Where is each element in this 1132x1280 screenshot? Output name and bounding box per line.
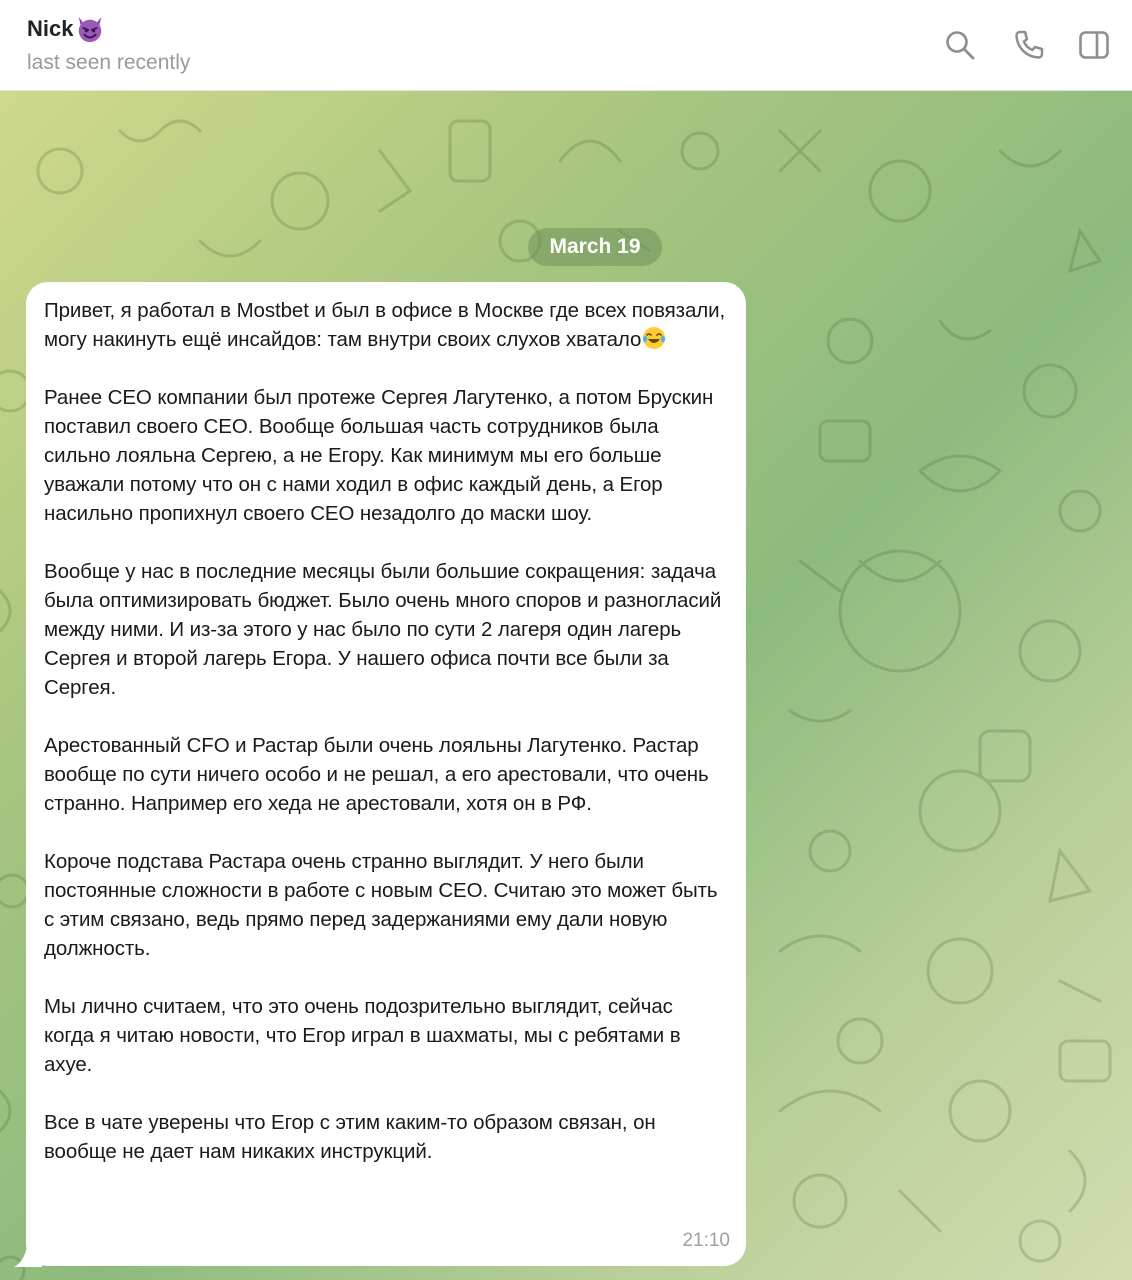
search-icon[interactable]: [943, 28, 977, 62]
date-separator: March 19: [528, 228, 662, 266]
contact-name[interactable]: [27, 14, 105, 44]
chat-header: [0, 0, 1132, 91]
message-paragraph-text: Привет, я работал в Mostbet и был в офисе в Москве где всех повязали, могу накинуть ещё инсайдов: там внутри своих слухов хватало: [44, 299, 726, 351]
sidebar-toggle-icon[interactable]: [1077, 28, 1111, 62]
smiling-devil-emoji-icon: [75, 14, 105, 44]
last-seen-status: last seen recently: [27, 51, 191, 74]
message-paragraph: [44, 296, 728, 354]
face-with-tears-of-joy-emoji-icon: [642, 326, 666, 350]
phone-icon[interactable]: [1012, 28, 1046, 62]
message-paragraph: Арестованный CFO и Растар были очень лояльны Лагутенко. Растар вообще по сути ничего особо и не решал, а его арестовали, что очень странно. Например его хеда не арестовали, хотя он в РФ.: [44, 734, 709, 815]
contact-name-text: Nick: [27, 16, 74, 41]
message-paragraph: Ранее CEO компании был протеже Сергея Лагутенко, а потом Брускин поставил своего CEO. Вообще большая часть сотрудников была сильно лояльна Сергею, а не Егору. Как минимум мы его больше уважали потому что он с нами ходил в офис каждый день, а Егор насильно пропихнул своего CEO незадолго до маски шоу.: [44, 386, 714, 525]
message-paragraph: Мы лично считаем, что это очень подозрительно выглядит, сейчас когда я читаю новости, что Егор играл в шахматы, мы с ребятами в ахуе.: [44, 995, 681, 1076]
message-paragraph: Все в чате уверены что Егор с этим каким-то образом связан, он вообще не дает нам никаких инструкций.: [44, 1111, 656, 1163]
message-paragraph: Короче подстава Растара очень странно выглядит. У него были постоянные сложности в работе с новым CEO. Считаю это может быть с этим связано, ведь прямо перед задержаниями ему дали новую должность.: [44, 850, 718, 960]
chat-background: [0, 91, 1132, 1280]
message-bubble[interactable]: [26, 282, 746, 1266]
message-time: 21:10: [682, 1230, 730, 1251]
message-paragraph: Вообще у нас в последние месяцы были большие сокращения: задача была оптимизировать бюджет. Было очень много споров и разногласий между ними. И из-за этого у нас было по сути 2 лагеря один лагерь Сергея и второй лагерь Егора. У нашего офиса почти все были за Сергея.: [44, 560, 722, 699]
